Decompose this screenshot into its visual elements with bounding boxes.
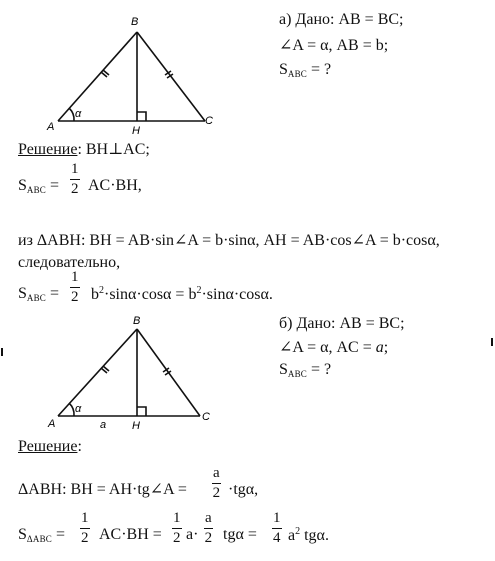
solution-b-fraction-a-half: $\frac{a}{2}$ [212,465,221,501]
solution-a-final-rest: $b^2\cdot\sin\alpha\cdot\cos\alpha = b^2\cdot\sin\alpha\cdot\cos\alpha$. [91,285,273,303]
solution-b-frac-4: $\frac{1}{4}$ [273,510,281,546]
solution-b-heading: Решение: [18,438,82,455]
solution-a-triangle-line: из ΔABH: BH = AB·sin∠A = b·sinα, AH = AB·cos∠A = b·cosα, [18,232,440,249]
part-b-given-line2: ∠A = α, AC = a; [279,339,389,356]
solution-b-area-label: $S_{\Delta ABC}$ = [18,526,66,544]
figure-b-vertex-b: B [133,315,141,327]
solution-b-line1-post: ·tgα, [228,481,259,498]
solution-a-area-rest: AC·BH, [88,177,142,194]
solution-a-final-fraction: $\frac{1}{2}$ [71,269,79,305]
solution-b-line1: ΔABH: BH = AH·tg∠A = [18,481,187,498]
solution-b-mid-1: AC·BH = [99,526,162,543]
part-a-given: а) Дано: AB = BC; [279,11,404,28]
solution-a-area-formula: $S_{ABC}$ = [18,177,60,195]
figure-a-vertex-b: B [131,16,139,28]
solution-b-end: $a^2$ tgα. [288,526,329,544]
figure-b-base-label: a [100,419,107,431]
solution-b-frac-3: $\frac{a}{2}$ [204,510,213,546]
part-a-given-line2: ∠A = α, AB = b; [279,37,389,54]
figure-b-foot-h: H [132,420,140,432]
figure-b-angle: α [75,403,82,415]
part-b-find: $S_{ABC}$ = ? [279,361,332,379]
figure-b-vertex-a: A [48,418,56,430]
solution-b-frac-1: $\frac{1}{2}$ [81,510,89,546]
solution-a-final-formula: $S_{ABC}$ = [18,285,60,303]
figure-a-foot-h: H [132,125,140,137]
solution-b-mid-2: a· [186,526,199,543]
triangle-figure-a [0,0,240,145]
figure-b-vertex-c: C [202,411,210,423]
figure-a-vertex-c: C [205,115,213,127]
solution-b-frac-2: $\frac{1}{2}$ [173,510,181,546]
figure-a-angle: α [75,108,82,120]
part-a-find: $S_{ABC}$ = ? [279,61,332,79]
solution-a-therefore: следовательно, [18,254,121,271]
triangle-figure-b [0,300,240,435]
solution-a-fraction-half: $\frac{1}{2}$ [71,161,79,197]
solution-b-mid-3: tgα = [223,526,257,543]
left-page-mark [1,348,3,356]
solution-a-heading: Решение: BH⊥AC; [18,141,150,158]
part-b-given: б) Дано: AB = BC; [279,315,405,332]
right-page-mark [491,338,493,346]
figure-a-vertex-a: A [47,121,55,133]
